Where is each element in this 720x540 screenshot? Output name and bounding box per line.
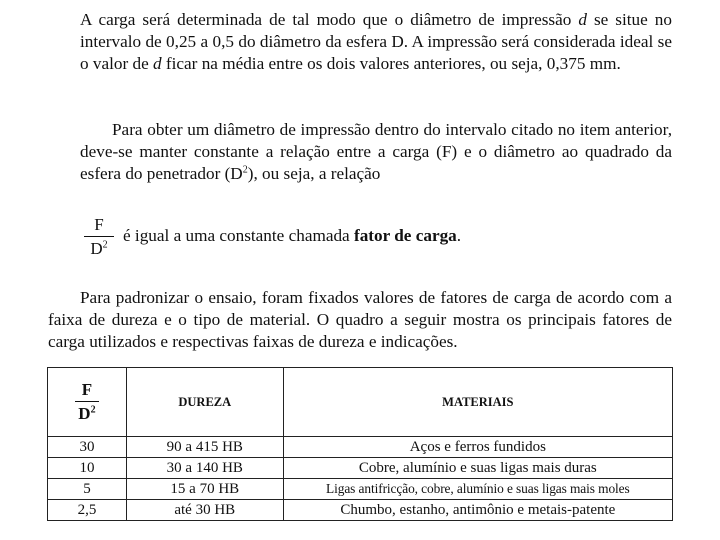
table-row [48, 479, 673, 500]
header-materiais: MATERIAIS [283, 368, 672, 437]
header-fraction-bar [75, 401, 99, 402]
table-row [48, 458, 673, 479]
cell-dureza: 90 a 415 HB [126, 437, 283, 458]
p1-text-c: ficar na média entre os dois valores anteriores, ou seja, 0,375 mm. [161, 54, 621, 73]
cell-dureza: 15 a 70 HB [126, 479, 283, 500]
cell-fator: 5 [48, 479, 127, 500]
fraction-denominator-base: D [90, 239, 103, 258]
header-fraction-denominator-base: D [78, 403, 91, 423]
header-load-factor [48, 368, 127, 437]
cell-dureza: até 30 HB [126, 500, 283, 521]
formula-text-a: é igual a uma constante chamada [123, 226, 354, 245]
p1-variable-d: d [578, 10, 587, 29]
cell-materiais: Cobre, alumínio e suas ligas mais duras [283, 458, 672, 479]
cell-fator: 10 [48, 458, 127, 479]
p2-text-a: Para obter um diâmetro de impressão dentro do intervalo citado no item anterior, deve-se manter constante a relação entre a carga (F) e o diâmetro ao quadrado da esfera do penetrador (D [80, 120, 672, 183]
formula-term-bold: fator de carga [353, 226, 457, 245]
cell-materiais: Chumbo, estanho, antimônio e metais-patente [283, 500, 672, 521]
cell-dureza: 30 a 140 HB [126, 458, 283, 479]
cell-materiais: Aços e ferros fundidos [283, 437, 672, 458]
fraction-bar [84, 236, 114, 237]
cell-materiais: Ligas antifricção, cobre, alumínio e suas ligas mais moles [283, 479, 672, 500]
fraction-f-over-d2 [84, 215, 114, 259]
header-fraction-exponent: 2 [90, 403, 96, 415]
table-row [48, 437, 673, 458]
paragraph-load-ratio [80, 119, 672, 185]
table-header-row [48, 368, 673, 437]
fraction-denominator [84, 239, 114, 259]
header-fraction-denominator [75, 404, 99, 424]
header-fraction [75, 380, 99, 424]
cell-fator: 2,5 [48, 500, 127, 521]
formula-description [123, 225, 461, 247]
p1-variable-d-2: d [153, 54, 162, 73]
p1-text-a: A carga será determinada de tal modo que o diâmetro de impressão [80, 10, 579, 29]
fraction-numerator: F [94, 215, 104, 234]
load-factor-table [47, 367, 673, 521]
header-fraction-numerator: F [81, 379, 93, 399]
p2-superscript: 2 [242, 164, 248, 176]
cell-fator: 30 [48, 437, 127, 458]
p2-text-b: ), ou seja, a relação [247, 164, 381, 183]
formula-text-b: . [456, 226, 462, 245]
header-dureza: DUREZA [126, 368, 283, 437]
paragraph-standardization: Para padronizar o ensaio, foram fixados valores de fatores de carga de acordo com a faixa de dureza e o tipo de material. O quadro a seguir mostra os principais fatores de carga utilizados e respectivas faixas de dureza e indicações. [48, 288, 672, 351]
paragraph-impression-diameter [80, 9, 672, 75]
table-row [48, 500, 673, 521]
p1-text-b: se situe no intervalo de 0,25 a 0,5 do diâmetro da esfera D. A impressão será considerada ideal se o valor de [80, 10, 672, 73]
fraction-exponent: 2 [102, 239, 108, 251]
